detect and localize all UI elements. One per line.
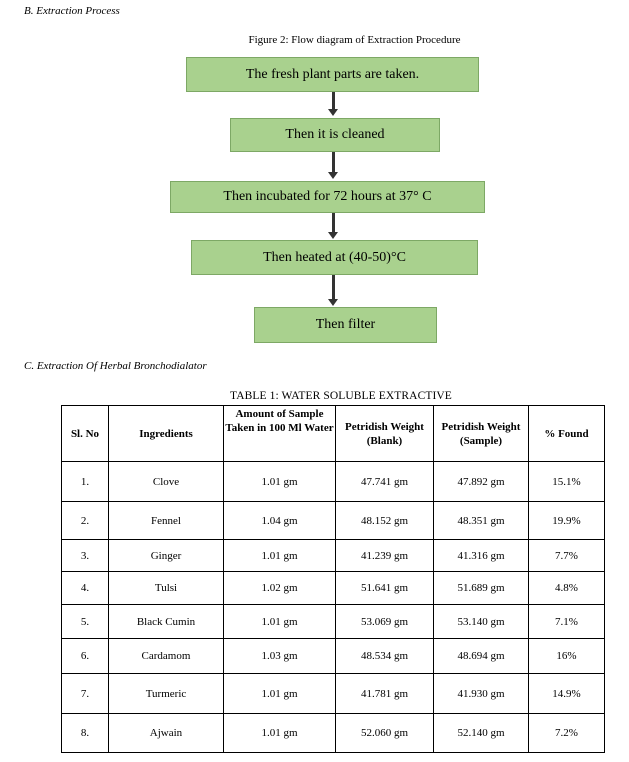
- figure-caption: Figure 2: Flow diagram of Extraction Procedure: [248, 34, 461, 46]
- cell-ingredient: Fennel: [109, 502, 224, 540]
- table-row: [62, 502, 605, 540]
- cell-weight-sample: 41.930 gm: [434, 674, 529, 714]
- cell-amount: 1.01 gm: [224, 714, 336, 753]
- table-row: [62, 639, 605, 674]
- header-weight-blank: Petridish Weight (Blank): [336, 406, 434, 462]
- flow-step-3: Then incubated for 72 hours at 37° C: [170, 181, 485, 213]
- cell-weight-sample: 53.140 gm: [434, 605, 529, 639]
- cell-amount: 1.01 gm: [224, 540, 336, 572]
- table-header-row: [62, 406, 605, 462]
- cell-weight-blank: 51.641 gm: [336, 572, 434, 605]
- flow-step-2: Then it is cleaned: [230, 118, 440, 152]
- cell-ingredient: Black Cumin: [109, 605, 224, 639]
- cell-weight-sample: 51.689 gm: [434, 572, 529, 605]
- cell-sl-no: 4.: [62, 572, 109, 605]
- table-row: [62, 572, 605, 605]
- flow-arrow-2: [332, 152, 335, 173]
- header-ingredients: Ingredients: [109, 406, 224, 462]
- table-row: [62, 714, 605, 753]
- table-row: [62, 462, 605, 502]
- cell-ingredient: Tulsi: [109, 572, 224, 605]
- cell-percent-found: 16%: [529, 639, 605, 674]
- flow-arrow-1: [332, 92, 335, 110]
- cell-amount: 1.01 gm: [224, 462, 336, 502]
- cell-sl-no: 6.: [62, 639, 109, 674]
- cell-ingredient: Clove: [109, 462, 224, 502]
- cell-weight-blank: 52.060 gm: [336, 714, 434, 753]
- cell-weight-blank: 41.781 gm: [336, 674, 434, 714]
- cell-ingredient: Ajwain: [109, 714, 224, 753]
- cell-percent-found: 19.9%: [529, 502, 605, 540]
- cell-percent-found: 7.2%: [529, 714, 605, 753]
- table-row: [62, 674, 605, 714]
- cell-percent-found: 7.1%: [529, 605, 605, 639]
- cell-sl-no: 3.: [62, 540, 109, 572]
- cell-amount: 1.02 gm: [224, 572, 336, 605]
- flow-step-5: Then filter: [254, 307, 437, 343]
- cell-weight-sample: 48.351 gm: [434, 502, 529, 540]
- flow-step-4: Then heated at (40-50)°C: [191, 240, 478, 275]
- cell-sl-no: 1.: [62, 462, 109, 502]
- cell-weight-sample: 52.140 gm: [434, 714, 529, 753]
- cell-amount: 1.04 gm: [224, 502, 336, 540]
- cell-weight-blank: 41.239 gm: [336, 540, 434, 572]
- cell-sl-no: 7.: [62, 674, 109, 714]
- cell-sl-no: 8.: [62, 714, 109, 753]
- header-weight-sample: Petridish Weight (Sample): [434, 406, 529, 462]
- cell-percent-found: 15.1%: [529, 462, 605, 502]
- cell-weight-sample: 48.694 gm: [434, 639, 529, 674]
- cell-weight-sample: 47.892 gm: [434, 462, 529, 502]
- table-title: TABLE 1: WATER SOLUBLE EXTRACTIVE: [230, 390, 452, 402]
- header-percent-found: % Found: [529, 406, 605, 462]
- cell-sl-no: 2.: [62, 502, 109, 540]
- cell-amount: 1.01 gm: [224, 674, 336, 714]
- cell-percent-found: 7.7%: [529, 540, 605, 572]
- cell-ingredient: Ginger: [109, 540, 224, 572]
- cell-amount: 1.01 gm: [224, 605, 336, 639]
- cell-percent-found: 4.8%: [529, 572, 605, 605]
- cell-weight-sample: 41.316 gm: [434, 540, 529, 572]
- cell-weight-blank: 48.152 gm: [336, 502, 434, 540]
- header-amount: Amount of Sample Taken in 100 Ml Water: [224, 406, 336, 462]
- cell-sl-no: 5.: [62, 605, 109, 639]
- table-row: [62, 605, 605, 639]
- flow-arrow-3: [332, 213, 335, 233]
- flow-arrow-4: [332, 275, 335, 300]
- table-row: [62, 540, 605, 572]
- cell-weight-blank: 48.534 gm: [336, 639, 434, 674]
- cell-weight-blank: 53.069 gm: [336, 605, 434, 639]
- cell-ingredient: Turmeric: [109, 674, 224, 714]
- section-b-heading: B. Extraction Process: [24, 5, 120, 17]
- cell-weight-blank: 47.741 gm: [336, 462, 434, 502]
- flow-step-1: The fresh plant parts are taken.: [186, 57, 479, 92]
- cell-amount: 1.03 gm: [224, 639, 336, 674]
- section-c-heading: C. Extraction Of Herbal Bronchodialator: [24, 360, 207, 372]
- water-soluble-extractive-table: [61, 405, 605, 753]
- header-sl-no: Sl. No: [62, 406, 109, 462]
- cell-percent-found: 14.9%: [529, 674, 605, 714]
- cell-ingredient: Cardamom: [109, 639, 224, 674]
